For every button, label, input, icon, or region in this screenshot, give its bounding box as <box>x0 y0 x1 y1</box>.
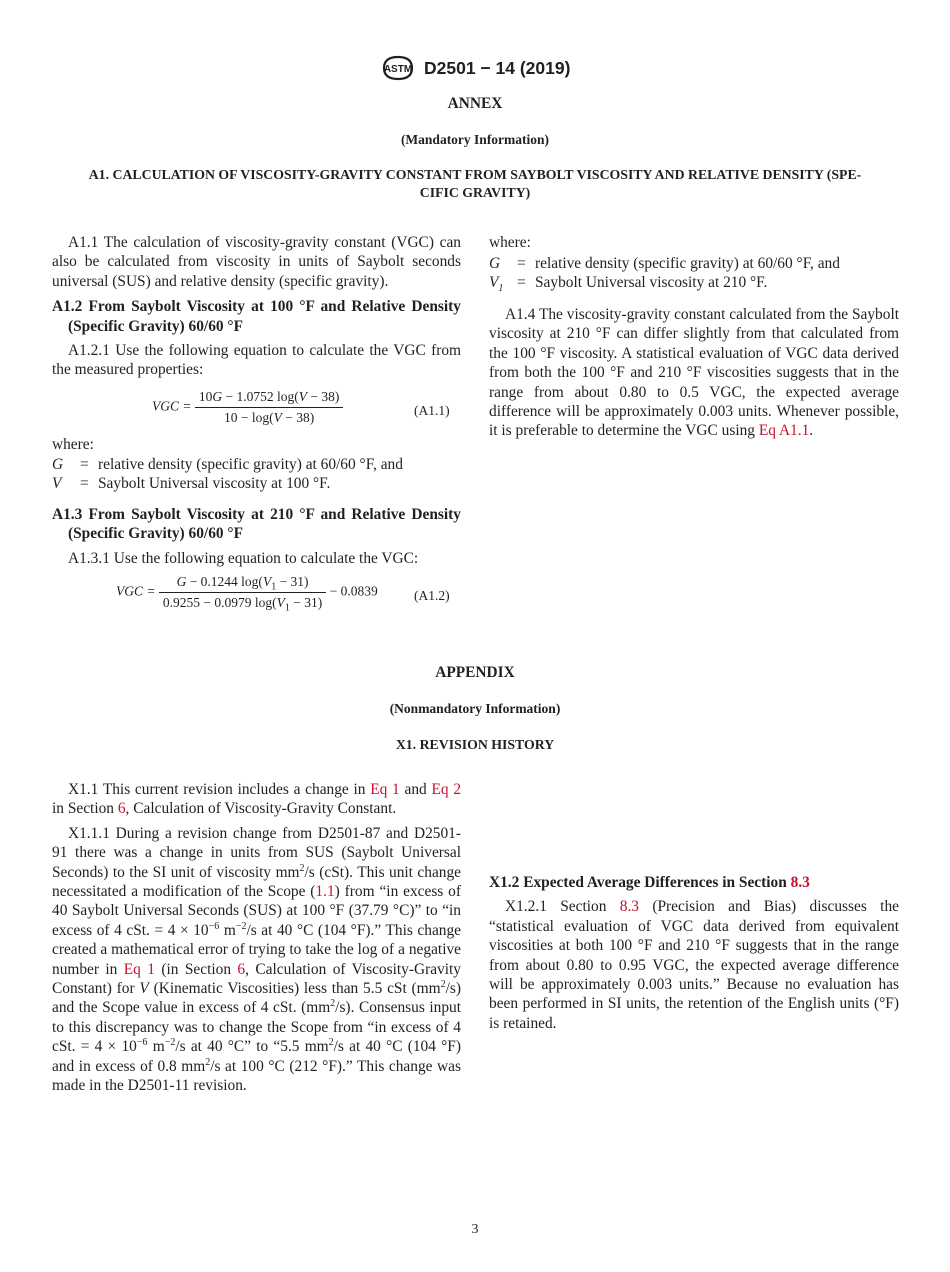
definition-v-1 <box>52 474 403 493</box>
para-a1-4-text <box>489 305 899 441</box>
a1-4-body: A1.4 The viscosity-gravity constant calculated from the Saybolt viscosity at 210 °F can differ slightly from that calculated from the 100 °F viscosity. A statistical evaluation of VGC data derived from both the 100 °F and 210 °F viscosities suggests that in the range from about 0.80 to 0.5 VGC, the expected average difference will be approximately 0.003 units. Whenever possible, it is preferable to determine the VGC using <box>489 306 899 440</box>
eq2-numerator <box>159 574 326 592</box>
eq2-den-sub: 1 <box>284 602 290 614</box>
sup: −2 <box>235 920 247 932</box>
eq1-num-b: G <box>212 389 223 404</box>
astm-logo-icon <box>381 54 415 82</box>
x1-1-1-i: /s) and the Scope value in excess of 4 cSt. (mm <box>52 980 461 1017</box>
section-1-1-link[interactable]: 1.1 <box>315 883 335 901</box>
eq1-numerator <box>195 389 343 407</box>
eq2-tail: − 0.0839 <box>329 583 378 599</box>
eq2-fraction <box>159 574 326 614</box>
x1-1-1-e: /s at 40 °C (104 °F).” This change created a mathematical error of trying to take the log of a negative number in <box>52 921 462 978</box>
para-a1-3-1: A1.3.1 Use the following equation to calculate the VGC: <box>68 549 419 567</box>
equation-number-a1-2: (A1.2) <box>414 588 450 603</box>
x1-1-d: , Calculation of Viscosity-Gravity Constant. <box>125 800 397 818</box>
designation: D2501 − 14 (2019) <box>424 58 571 78</box>
def-text: Saybolt Universal viscosity at 100 °F. <box>98 475 331 493</box>
sup: 2 <box>440 978 446 990</box>
eq-a1-1-link[interactable]: Eq A1.1 <box>758 422 810 440</box>
annex-subtitle: (Mandatory Information) <box>400 132 550 147</box>
eq1-num-d: V <box>298 389 307 404</box>
sup: 2 <box>328 1037 334 1049</box>
definitions-list-2 <box>489 254 840 293</box>
equation-a1-1 <box>152 389 343 426</box>
eq-1-link[interactable]: Eq 1 <box>123 960 155 978</box>
sup: −6 <box>208 920 220 932</box>
x1-1-1-m: /s at 40 °C (104 °F) and in excess of 0.8 mm <box>52 1038 461 1075</box>
x1-2-heading-text: X1.2 Expected Average Differences in Section <box>489 874 791 891</box>
eq1-fraction <box>195 389 343 426</box>
def-text: Saybolt Universal viscosity at 210 °F. <box>535 274 768 292</box>
def-text: relative density (specific gravity) at 60/60 °F, and <box>98 456 403 473</box>
eq-1-link[interactable]: Eq 1 <box>370 781 400 798</box>
x1-1-a: X1.1 This current revision includes a change in <box>68 781 371 798</box>
x1-1-1-g: , Calculation of Viscosity-Gravity Constant) for <box>52 960 461 998</box>
appendix-subtitle: (Nonmandatory Information) <box>389 701 561 716</box>
x1-1-1-v: V <box>139 980 149 998</box>
x1-1-b: and <box>399 781 432 798</box>
x1-1-1-b: /s (cSt). This unit change necessitated a modification of the Scope ( <box>52 863 462 901</box>
annex-left-column <box>52 233 461 380</box>
eq1-lhs: VGC = <box>152 398 192 414</box>
def-symbol: G <box>52 456 64 473</box>
annex-title: ANNEX <box>447 95 503 112</box>
para-x1-1 <box>52 780 461 819</box>
equation-a1-2 <box>116 574 378 614</box>
x1-1-1-k: m <box>147 1038 165 1056</box>
eq1-den-c: − 38) <box>281 410 315 425</box>
def-symbol <box>489 273 517 295</box>
x1-1-1-j: /s). Consensus input to this discrepancy was to change the Scope from “in excess of 4 cSt. = 4 × 10 <box>52 999 461 1056</box>
def-equals: = <box>80 475 89 493</box>
eq2-denominator <box>159 592 326 614</box>
def-equals: = <box>80 456 89 473</box>
x1-1-1-d: m <box>219 921 236 939</box>
annex-left-column-lower <box>52 505 461 568</box>
eq1-num-e: − 38) <box>307 389 340 404</box>
eq2-num-b: − 0.1244 log( <box>186 574 263 589</box>
x1-1-c: in Section <box>52 800 118 818</box>
definition-g-2 <box>489 254 840 273</box>
para-a1-1: A1.1 The calculation of viscosity-gravity constant (VGC) can also be calculated from viscosity in units of Saybolt seconds universal (SUS) and relative density (specific gravity). <box>52 234 461 290</box>
x1-1-1-h: (Kinematic Viscosities) less than 5.5 cSt (mm <box>148 980 441 998</box>
appendix-left-column <box>52 780 461 1096</box>
equation-number-a1-1: (A1.1) <box>414 403 450 418</box>
heading-a1-2: A1.2 From Saybolt Viscosity at 100 °F and Relative Density (Specific Gravity) 60/60 °F <box>52 298 461 335</box>
x1-1-1-c: ) from “in excess of 40 Saybolt Universal Seconds (SUS) at 100 °F (37.79 °C)” to “in excess of 4 cSt. = 4 × 10 <box>52 883 461 939</box>
eq1-den-b: V <box>273 410 282 425</box>
logo-text: ASTM <box>383 64 413 75</box>
para-a1-4 <box>489 305 899 441</box>
eq2-den-b: V <box>276 595 285 610</box>
definitions-list-1 <box>52 455 403 494</box>
section-6-link[interactable]: 6 <box>237 960 246 978</box>
para-x1-2-1 <box>489 897 899 1033</box>
eq2-num-a: G <box>176 574 187 589</box>
x1-1-1-l: /s at 40 °C” to “5.5 mm <box>175 1038 329 1056</box>
eq2-num-d: − 31) <box>276 574 309 589</box>
def-symbol: V <box>52 475 62 493</box>
a1-heading-line2: CIFIC GRAVITY) <box>419 185 531 200</box>
where-label-1: where: <box>52 436 94 453</box>
x1-2-1-a: X1.2.1 Section <box>505 898 620 916</box>
a1-heading <box>0 166 950 202</box>
section-8-3-link[interactable]: 8.3 <box>790 874 810 891</box>
def-symbol-sub: 1 <box>498 283 504 295</box>
x1-1-1-a: X1.1.1 During a revision change from D2501-87 and D2501-91 there was a change in units from SUS (Saybolt Universal Seconds) to the SI unit of viscosity mm <box>52 824 461 881</box>
eq2-num-sub: 1 <box>271 581 277 593</box>
para-a1-2-1: A1.2.1 Use the following equation to calculate the VGC from the measured properties: <box>52 342 461 379</box>
appendix-title: APPENDIX <box>435 664 515 681</box>
a1-heading-line1: A1. CALCULATION OF VISCOSITY-GRAVITY CONSTANT FROM SAYBOLT VISCOSITY AND RELATIVE DENSITY (SPE- <box>88 167 862 182</box>
eq2-lhs: VGC = <box>116 583 156 599</box>
eq-2-link[interactable]: Eq 2 <box>431 781 462 798</box>
definition-g-1 <box>52 455 403 474</box>
sup: −2 <box>164 1037 176 1049</box>
sup: 2 <box>205 1056 211 1068</box>
heading-x1-2 <box>489 873 899 892</box>
sup: 2 <box>299 862 305 874</box>
def-text: relative density (specific gravity) at 60/60 °F, and <box>535 255 840 272</box>
eq1-num-a: 10 <box>198 389 213 404</box>
definition-v1-2 <box>489 273 840 295</box>
para-x1-1-1-part1 <box>52 824 461 1096</box>
appendix-right-column <box>489 873 899 1033</box>
page-header <box>0 54 950 82</box>
section-6-link[interactable]: 6 <box>117 800 126 818</box>
heading-a1-3: A1.3 From Saybolt Viscosity at 210 °F and Relative Density (Specific Gravity) 60/60 °F <box>52 506 461 543</box>
x1-heading: X1. REVISION HISTORY <box>395 737 555 752</box>
x1-1-1-f: (in Section <box>154 960 238 978</box>
x1-2-1-b: (Precision and Bias) discusses the “statistical evaluation of VGC data derived from equivalent viscosities at both 100 °F and 210 °F suggests that in the range from about 0.80 to 0.95 VGC, the expected average difference will be approximately 0.003 units.” Because no evaluation has been performed in SI units, the retention of the English units (°F) is retained. <box>489 898 899 1032</box>
eq2-num-c: V <box>262 574 272 589</box>
eq1-num-c: − 1.0752 log( <box>222 389 299 404</box>
section-8-3-link[interactable]: 8.3 <box>619 898 640 916</box>
eq1-den-a: 10 − log( <box>224 410 274 425</box>
page-number: 3 <box>471 1222 479 1237</box>
eq1-denominator <box>195 407 343 426</box>
def-symbol-letter: V <box>489 274 499 292</box>
sup: −6 <box>136 1037 148 1049</box>
where-label-2: where: <box>489 234 531 251</box>
def-symbol: G <box>489 255 501 272</box>
a1-4-end: . <box>809 422 814 440</box>
eq2-den-a: 0.9255 − 0.0979 log( <box>162 595 277 610</box>
x1-1-1-n: /s at 100 °C (212 °F).” This change was made in the D2501-11 revision. <box>52 1057 461 1095</box>
def-equals: = <box>517 255 526 272</box>
def-equals: = <box>517 274 526 292</box>
sup: 2 <box>330 998 336 1010</box>
eq2-den-c: − 31) <box>289 595 323 610</box>
